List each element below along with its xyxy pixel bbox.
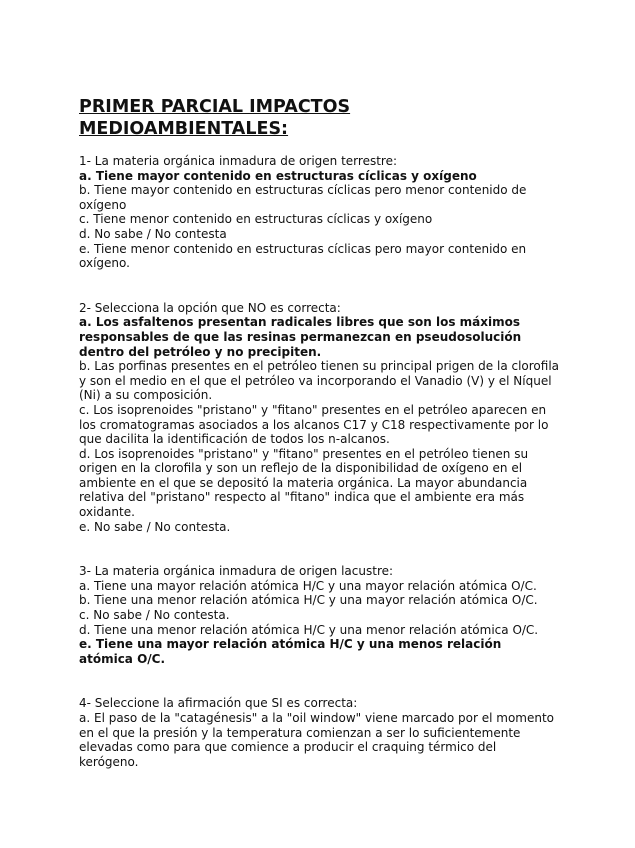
option-e-correct: e. Tiene una mayor relación atómica H/C y una menos relación atómica O/C. [79,637,502,666]
option-d: d. Los isoprenoides "pristano" y "fitano" presentes en el petróleo tienen su origen en la clorofila y son un reflejo de la disponibilidad de oxígeno en el ambiente en el que se depositó la materia orgánica. La mayor abundancia relativa del "pristano" respecto al "fitano" indica que el ambiente era más oxidante. [79,446,529,520]
option-b: b. Las porfinas presentes en el petróleo tienen su principal prigen de la clorofila y son el medio en el que el petróleo va incorporando el Vanadio (V) y el Níquel (Ni) a su composición. [79,359,560,403]
option-c: c. No sabe / No contesta. [79,608,230,623]
document-page [79,96,559,769]
title-line-2: MEDIOAMBIENTALES: [79,119,289,139]
question-3 [79,564,559,666]
option-c: c. Tiene menor contenido en estructuras cíclicas y oxígeno [79,212,433,227]
option-a-correct: a. Los asfaltenos presentan radicales libres que son los máximos responsables de que las resinas permanezcan en pseudosolución dentro del petróleo y no precipiten. [79,315,522,359]
document-title [79,96,559,140]
question-4 [79,696,559,769]
question-text: 1- La materia orgánica inmadura de origen terrestre: [79,154,398,168]
question-text: 4- Seleccione la afirmación que SI es correcta: [79,696,358,711]
title-line-1: PRIMER PARCIAL IMPACTOS [79,97,351,117]
option-e: e. Tiene menor contenido en estructuras cíclicas pero mayor contenido en oxígeno. [79,241,527,271]
question-text: 3- La materia orgánica inmadura de origen lacustre: [79,564,394,579]
option-a: a. Tiene una mayor relación atómica H/C y una mayor relación atómica O/C. [79,578,537,593]
option-a: a. El paso de la "catagénesis" a la "oil window" viene marcado por el momento en el que la presión y la temperatura comienzan a ser lo suficientemente elevadas como para que comience a producir el craquing térmico del kerógeno. [79,711,555,769]
option-c: c. Los isoprenoides "pristano" y "fitano" presentes en el petróleo aparecen en los cromatogramas asociados a los alcanos C17 y C18 respectivamente por lo que dacilita la identificación de todos los n-alcanos. [79,402,549,447]
option-e: e. No sabe / No contesta. [79,519,231,534]
question-text: 2- Selecciona la opción que NO es correcta: [79,300,341,315]
question-1 [79,154,559,271]
option-d: d. Tiene una menor relación atómica H/C y una menor relación atómica O/C. [79,622,539,637]
option-b: b. Tiene una menor relación atómica H/C y una mayor relación atómica O/C. [79,593,538,608]
spacer [79,534,559,564]
spacer [79,666,559,696]
option-b: b. Tiene mayor contenido en estructuras cíclicas pero menor contenido de oxígeno [79,183,527,212]
option-a-correct: a. Tiene mayor contenido en estructuras cíclicas y oxígeno [79,168,477,183]
spacer [79,271,559,301]
option-d: d. No sabe / No contesta [79,226,227,241]
question-2 [79,301,559,535]
